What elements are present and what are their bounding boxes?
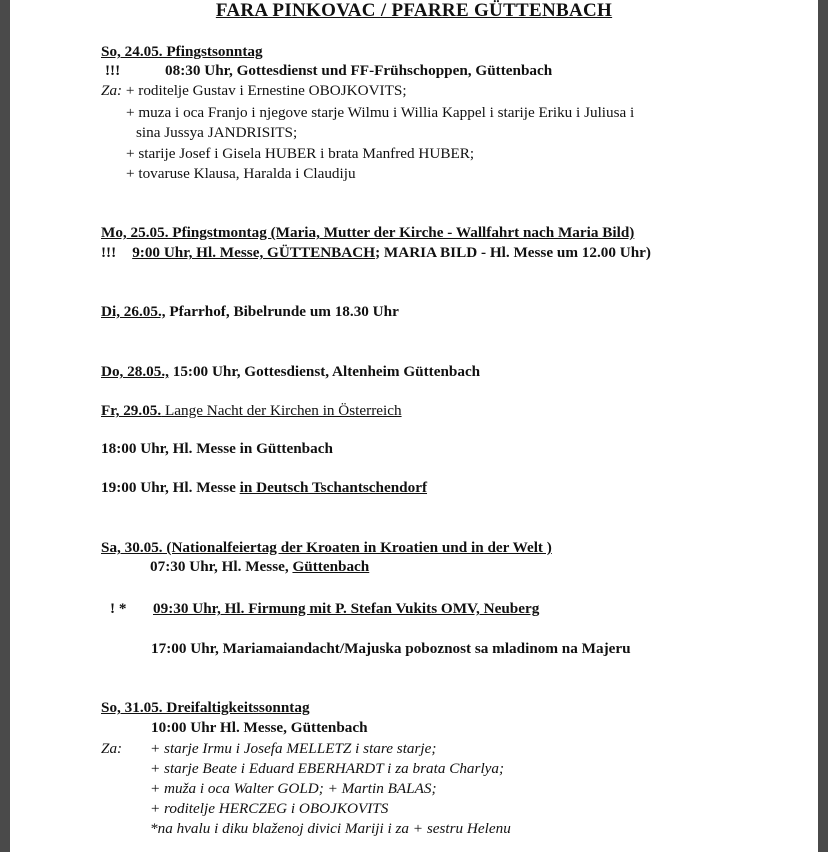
intention-sun31-5: *na hvalu i diku blaženoj divici Mariji i za + sestru Helenu bbox=[150, 820, 511, 837]
mass-fri29-2-b: in Deutsch Tschantschendorf bbox=[239, 479, 428, 496]
mass-fri29-2-a: 19:00 Uhr, Hl. Messe bbox=[101, 479, 240, 496]
intention-sun31-3: + muža i oca Walter GOLD; + Martin BALAS; bbox=[150, 780, 437, 797]
intention-sun31-4: + roditelje HERCZEG i OBOJKOVITS bbox=[150, 800, 389, 817]
text-thu28: 15:00 Uhr, Gottesdienst, Altenheim Güttenbach bbox=[168, 363, 481, 380]
za-label: Za: bbox=[101, 82, 123, 99]
intention-row-1 bbox=[101, 81, 407, 100]
marker-mon25: !!! bbox=[101, 244, 117, 261]
service-mon25-b: ; MARIA BILD - Hl. Messe um 12.00 Uhr) bbox=[375, 244, 651, 261]
mass-fri29-1: 18:00 Uhr, Hl. Messe in Güttenbach bbox=[101, 440, 333, 457]
intention-sun31-1: + starje Irmu i Josefa MELLETZ i stare starje; bbox=[150, 740, 437, 757]
mass-fri29-2 bbox=[101, 478, 427, 497]
intention-row-5: + tovaruse Klausa, Haralda i Claudiju bbox=[126, 165, 356, 182]
text-tue26: Pfarrhof, Bibelrunde um 18.30 Uhr bbox=[165, 303, 399, 320]
date-heading-mon25: Mo, 25.05. Pfingstmontag (Maria, Mutter der Kirche - Wallfahrt nach Maria Bild) bbox=[101, 224, 635, 241]
date-heading-sun24: So, 24.05. Pfingstsonntag bbox=[101, 43, 263, 60]
mass-sun31: 10:00 Uhr Hl. Messe, Güttenbach bbox=[151, 719, 368, 736]
date-fri29: Fr, 29.05. bbox=[101, 402, 162, 419]
intention-row-2: + muza i oca Franjo i njegove starje Wilmu i Willia Kappel i starije Eriku i Juliusa i bbox=[126, 104, 635, 121]
marker-sat30: ! * bbox=[110, 600, 127, 617]
document-page bbox=[10, 0, 818, 852]
mass-sat30-b: Güttenbach bbox=[292, 558, 370, 575]
marker-sun24: !!! bbox=[105, 62, 121, 79]
row-fri29 bbox=[101, 401, 402, 420]
date-tue26: Di, 26.05., bbox=[101, 303, 166, 320]
service-sun24: 08:30 Uhr, Gottesdienst und FF-Frühschoppen, Güttenbach bbox=[165, 62, 553, 79]
intention-row-3: sina Jussya JANDRISITS; bbox=[136, 124, 298, 141]
mass-sat30 bbox=[150, 557, 369, 576]
intention-text: + roditelje Gustav i Ernestine OBOJKOVITS; bbox=[125, 82, 407, 99]
service-mon25-a: 9:00 Uhr, Hl. Messe, GÜTTENBACH bbox=[132, 244, 376, 261]
date-heading-sat30: Sa, 30.05. (Nationalfeiertag der Kroaten in Kroatien und in der Welt ) bbox=[101, 539, 552, 556]
page-title: FARA PINKOVAC / PFARRE GÜTTENBACH bbox=[215, 0, 613, 21]
service-row-mon25 bbox=[101, 243, 651, 262]
date-heading-sun31: So, 31.05. Dreifaltigkeitssonntag bbox=[101, 699, 310, 716]
intention-row-4: + starije Josef i Gisela HUBER i brata Manfred HUBER; bbox=[126, 145, 475, 162]
andacht-sat30: 17:00 Uhr, Mariamaiandacht/Majuska poboznost sa mladinom na Majeru bbox=[151, 640, 631, 657]
intention-sun31-2: + starje Beate i Eduard EBERHARDT i za brata Charlya; bbox=[150, 760, 505, 777]
firmung-sat30: 09:30 Uhr, Hl. Firmung mit P. Stefan Vukits OMV, Neuberg bbox=[153, 600, 540, 617]
text-fri29: Lange Nacht der Kirchen in Österreich bbox=[161, 402, 402, 419]
mass-sat30-a: 07:30 Uhr, Hl. Messe, bbox=[150, 558, 293, 575]
row-tue26 bbox=[101, 302, 399, 321]
za-label-sun31: Za: bbox=[101, 740, 123, 757]
row-thu28 bbox=[101, 362, 480, 381]
date-thu28: Do, 28.05., bbox=[101, 363, 169, 380]
